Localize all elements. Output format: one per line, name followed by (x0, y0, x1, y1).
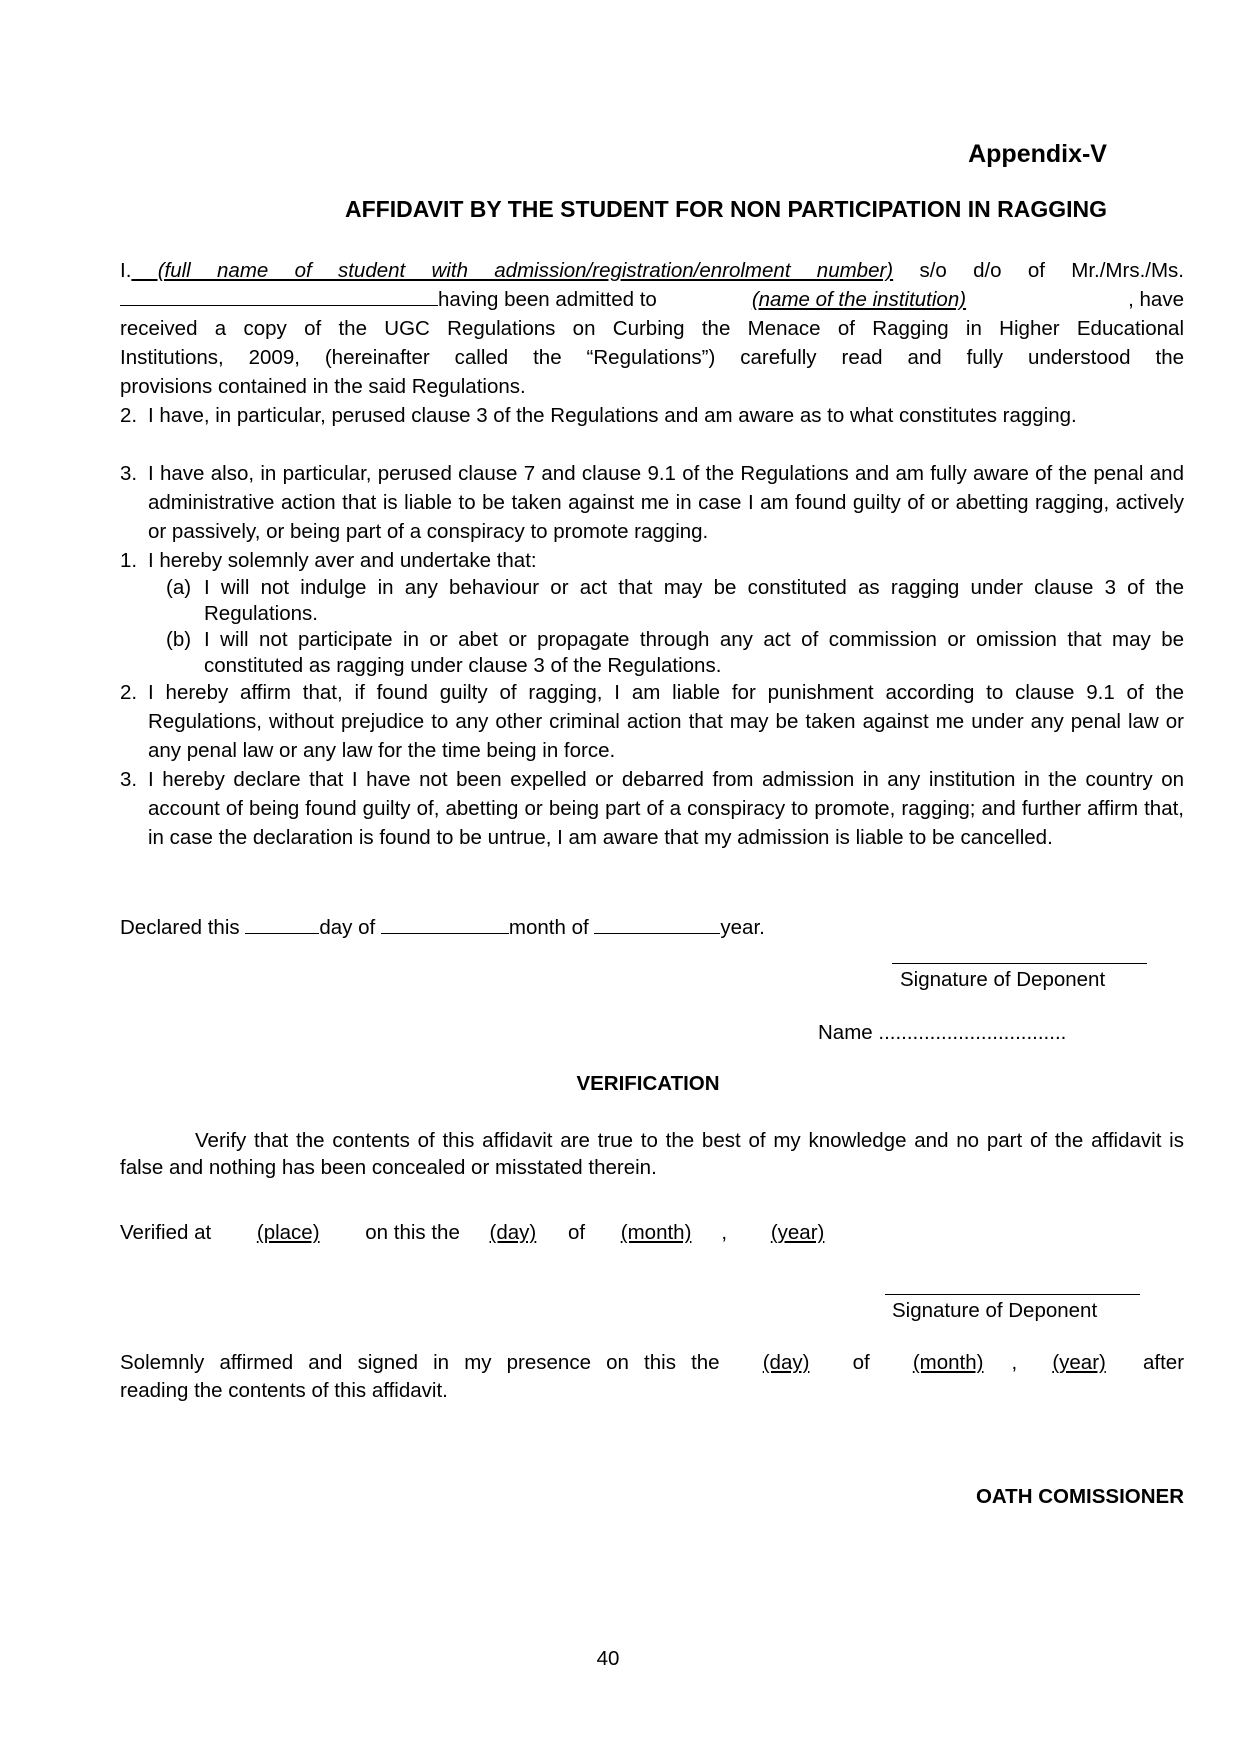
page-number: 40 (596, 1647, 620, 1670)
list-item (120, 678, 1184, 765)
intro-line-4: Institutions, 2009, (hereinafter called the “Regulations”) carefully read and fully understood the (120, 346, 1184, 369)
verified-comma: , (721, 1221, 728, 1244)
document-title: AFFIDAVIT BY THE STUDENT FOR NON PARTICIPATION IN RAGGING (345, 196, 1107, 222)
item-text: I have, in particular, perused clause 3 of the Regulations and am aware as to what constitutes ragging. (148, 404, 1077, 427)
declared-prefix: Declared this (120, 916, 240, 939)
intro-line-5: provisions contained in the said Regulations. (120, 375, 526, 398)
solemnly-year-field[interactable] (1032, 1351, 1128, 1374)
declared-day-blank[interactable] (245, 913, 319, 934)
parent-name-blank[interactable] (120, 285, 438, 306)
signature-line-2 (885, 1294, 1140, 1295)
solemnly-comma: , (1011, 1351, 1018, 1374)
intro-admitted: having been admitted to (438, 288, 657, 311)
sub-item (166, 575, 1184, 627)
sub-item (166, 627, 1184, 679)
sub-item-label: (b) (166, 628, 192, 651)
signature-label-2: Signature of Deponent (892, 1299, 1098, 1322)
verified-day-field[interactable] (466, 1221, 563, 1244)
verified-of: of (567, 1221, 586, 1244)
solemnly-line-1 (120, 1348, 1184, 1377)
solemnly-after: after (1143, 1351, 1185, 1374)
verified-day: (day) (489, 1221, 537, 1244)
declared-month-blank[interactable] (381, 913, 509, 934)
solemnly-day: (day) (762, 1351, 810, 1374)
item-text: I have also, in particular, perused clause 7 and clause 9.1 of the Regulations and am fully aware of the penal and administrative action that is liable to be taken against me in case I am found guilty of or abetting ragging, actively or passively, or being part of a conspiracy to promote ragging. (148, 462, 1184, 543)
item-text: I hereby declare that I have not been expelled or debarred from admission in any institution in the country on account of being found guilty of, abetting or being part of a conspiracy to promote, ragging; and further affirm that, in case the declaration is found to be untrue, I am aware that my admission is liable to be cancelled. (148, 768, 1184, 849)
list-item (120, 401, 1184, 430)
verified-month: (month) (620, 1221, 692, 1244)
intro-line-2 (120, 285, 1184, 314)
sub-item-text: I will not participate in or abet or propagate through any act of commission or omission that may be constituted as ragging under clause 3 of the Regulations. (204, 628, 1184, 677)
signature-line-1 (892, 963, 1147, 964)
sub-item-text: I will not indulge in any behaviour or act that may be constituted as ragging under clause 3 of the Regulations. (204, 576, 1184, 625)
intro-line-3: received a copy of the UGC Regulations on Curbing the Menace of Ragging in Higher Educational (120, 317, 1184, 340)
verified-year: (year) (770, 1221, 825, 1244)
declared-month-label: month of (508, 916, 589, 939)
verified-month-field[interactable] (591, 1221, 722, 1244)
solemnly-month-field[interactable] (885, 1351, 1012, 1374)
institution-field-wrap[interactable] (657, 288, 1050, 311)
verification-title: VERIFICATION (576, 1072, 720, 1095)
item-number: 1. (120, 549, 138, 572)
institution-field: (name of the institution) (751, 288, 967, 311)
declared-year-blank[interactable] (594, 913, 720, 934)
intro-have: , have (1128, 288, 1184, 311)
verified-year-field[interactable] (733, 1221, 875, 1244)
intro-prefix: I. (120, 259, 132, 282)
intro-line-1 (120, 256, 1184, 285)
oath-commissioner: OATH COMISSIONER (975, 1485, 1184, 1508)
solemnly-prefix: Solemnly affirmed and signed in my presence on this the (120, 1351, 720, 1374)
student-name-field[interactable]: (full name of student with admission/registration/enrolment number) (131, 259, 894, 282)
item-number: 2. (120, 681, 138, 704)
item-number: 3. (120, 462, 138, 485)
solemnly-day-field[interactable] (735, 1351, 838, 1374)
item-text: I hereby affirm that, if found guilty of ragging, I am liable for punishment according to clause 9.1 of the Regulations, without prejudice to any other criminal action that may be taken against me under any penal law or any penal law or any law for the time being in force. (148, 681, 1184, 762)
verified-on-this: on this the (365, 1221, 460, 1244)
name-line[interactable]: Name ................................. (818, 1021, 1067, 1044)
intro-salutation: Mr./Mrs./Ms. (1071, 259, 1184, 282)
declared-day-label: day of (319, 916, 376, 939)
appendix-label: Appendix-V (968, 140, 1107, 168)
verified-line (120, 1218, 1184, 1247)
list-item (120, 546, 1184, 575)
solemnly-line-2: reading the contents of this affidavit. (120, 1379, 448, 1402)
list-item (120, 765, 1184, 852)
intro-sodo: s/o d/o of (919, 259, 1045, 282)
solemnly-year: (year) (1052, 1351, 1106, 1374)
signature-label-1: Signature of Deponent (900, 968, 1106, 991)
item-number: 2. (120, 404, 138, 427)
verification-text: Verify that the contents of this affidavit are true to the best of my knowledge and no part of the affidavit is false and nothing has been concealed or misstated therein. (120, 1129, 1184, 1179)
declared-year-label: year. (720, 916, 765, 939)
verified-prefix: Verified at (120, 1221, 212, 1244)
verified-place: (place) (256, 1221, 320, 1244)
list-item (120, 459, 1184, 546)
sub-item-label: (a) (166, 576, 192, 599)
item-number: 3. (120, 768, 138, 791)
solemnly-of: of (852, 1351, 870, 1374)
solemnly-month: (month) (912, 1351, 984, 1374)
declared-line (120, 913, 1184, 942)
verified-place-field[interactable] (217, 1221, 360, 1244)
item-text: I hereby solemnly aver and undertake that: (148, 549, 537, 572)
